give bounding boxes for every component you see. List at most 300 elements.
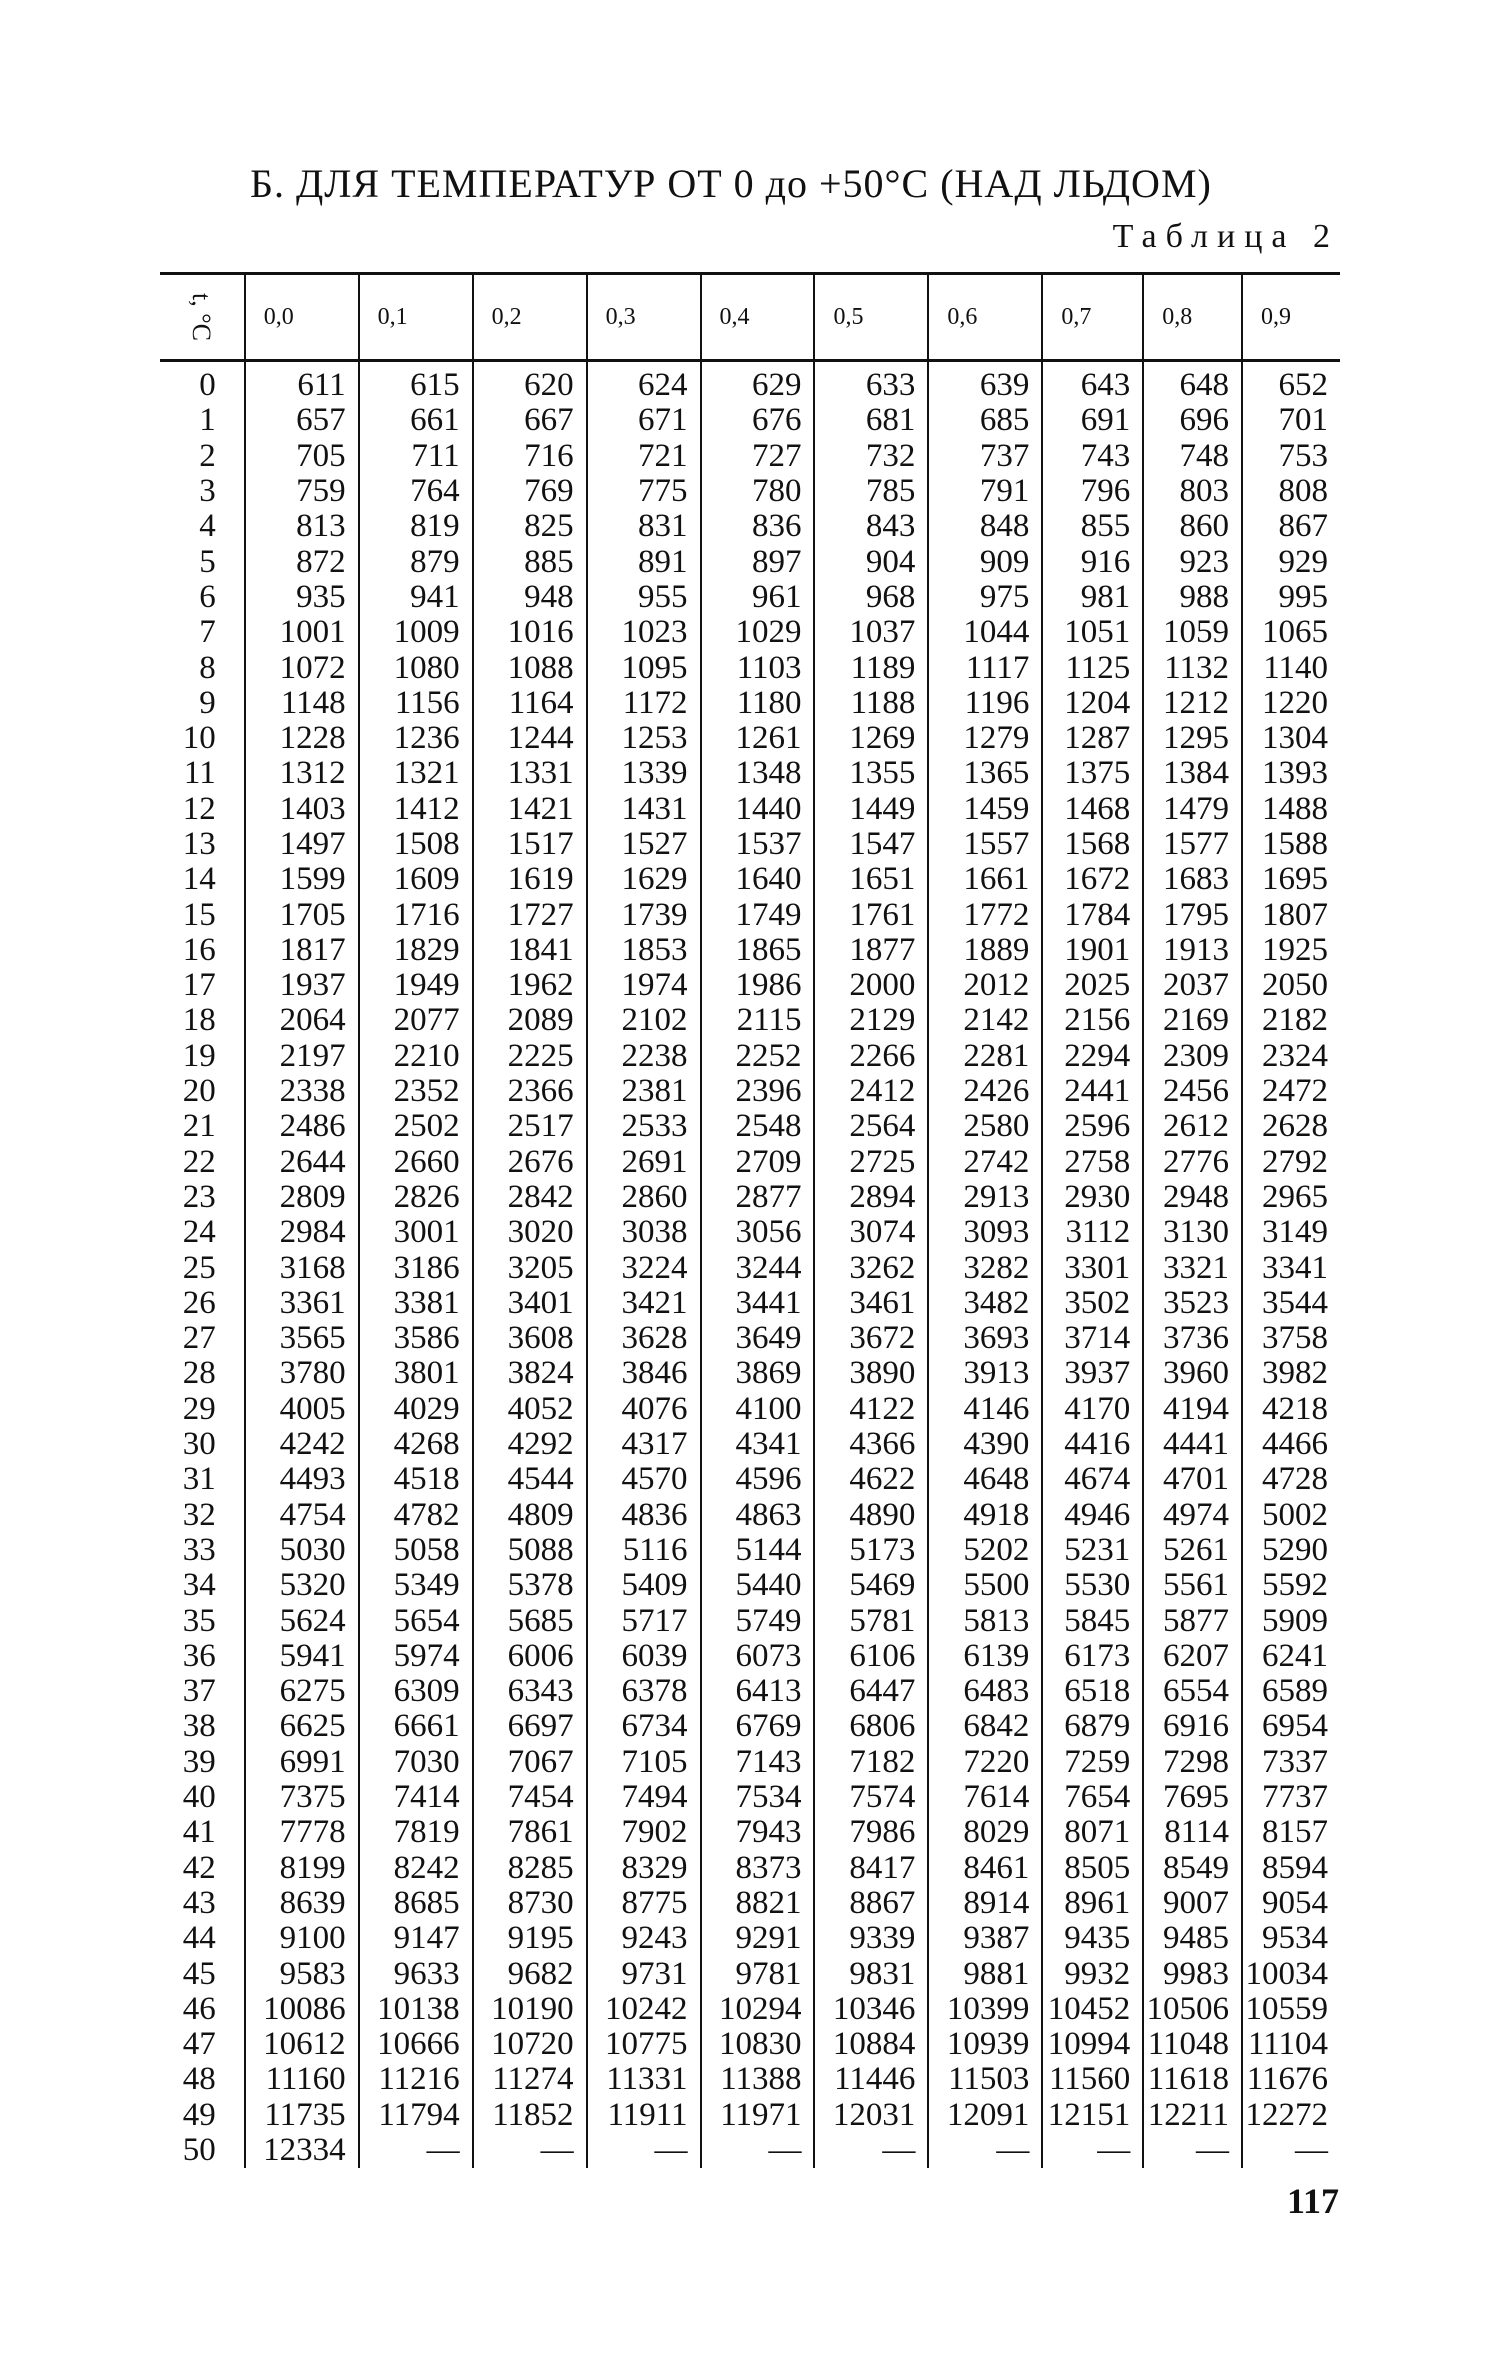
value-cell: 4146 xyxy=(928,1392,1042,1427)
table-row xyxy=(160,2133,1340,2168)
value-cell: 5561 xyxy=(1143,1568,1242,1603)
value-cell: 11852 xyxy=(473,2098,587,2133)
value-cell: 3093 xyxy=(928,1215,1042,1250)
table-row xyxy=(160,2062,1340,2097)
value-cell: 4242 xyxy=(245,1427,359,1462)
value-cell: 2077 xyxy=(359,1003,473,1038)
value-cell: 1449 xyxy=(814,792,928,827)
value-cell: 813 xyxy=(245,509,359,544)
value-cell: 1189 xyxy=(814,650,928,685)
table-row xyxy=(160,1356,1340,1391)
value-cell: 3282 xyxy=(928,1250,1042,1285)
value-cell: 3628 xyxy=(587,1321,701,1356)
value-cell: 2142 xyxy=(928,1003,1042,1038)
table-row xyxy=(160,1074,1340,1109)
value-cell: 1784 xyxy=(1042,897,1143,932)
value-cell: 9243 xyxy=(587,1921,701,1956)
temperature-cell: 36 xyxy=(182,1637,216,1674)
value-cell: 5116 xyxy=(587,1533,701,1568)
value-cell: 9781 xyxy=(701,1956,815,1991)
value-cell: 3649 xyxy=(701,1321,815,1356)
temperature-cell: 32 xyxy=(182,1496,216,1533)
value-cell: 796 xyxy=(1042,474,1143,509)
table-row xyxy=(160,1109,1340,1144)
value-cell: 7614 xyxy=(928,1780,1042,1815)
value-cell: 1080 xyxy=(359,650,473,685)
value-cell: 8730 xyxy=(473,1886,587,1921)
value-cell: 6139 xyxy=(928,1639,1042,1674)
value-cell: 2294 xyxy=(1042,1039,1143,1074)
value-cell: 1065 xyxy=(1242,615,1340,650)
value-cell: 1488 xyxy=(1242,792,1340,827)
value-cell: 2281 xyxy=(928,1039,1042,1074)
temperature-cell: 23 xyxy=(182,1178,216,1215)
value-cell: 4390 xyxy=(928,1427,1042,1462)
temperature-cell: 20 xyxy=(182,1073,216,1110)
value-cell: 5877 xyxy=(1143,1603,1242,1638)
value-cell: — xyxy=(587,2133,701,2168)
value-cell: 7220 xyxy=(928,1745,1042,1780)
value-cell: 7337 xyxy=(1242,1745,1340,1780)
table-row xyxy=(160,615,1340,650)
value-cell: — xyxy=(1042,2133,1143,2168)
value-cell: 2456 xyxy=(1143,1074,1242,1109)
value-cell: 1016 xyxy=(473,615,587,650)
table-row xyxy=(160,403,1340,438)
value-cell: 1761 xyxy=(814,897,928,932)
value-cell: 3001 xyxy=(359,1215,473,1250)
value-cell: 12334 xyxy=(245,2133,359,2168)
value-cell: 855 xyxy=(1042,509,1143,544)
value-cell: 5144 xyxy=(701,1533,815,1568)
temperature-cell: 34 xyxy=(182,1567,216,1604)
table-row xyxy=(160,1886,1340,1921)
temperature-cell: 35 xyxy=(182,1602,216,1639)
value-cell: 11048 xyxy=(1143,2027,1242,2062)
table-row xyxy=(160,2027,1340,2062)
value-cell: 3130 xyxy=(1143,1215,1242,1250)
value-cell: 3824 xyxy=(473,1356,587,1391)
value-cell: 11971 xyxy=(701,2098,815,2133)
value-cell: 711 xyxy=(359,439,473,474)
value-cell: 9881 xyxy=(928,1956,1042,1991)
value-cell: 6991 xyxy=(245,1745,359,1780)
temperature-cell: 12 xyxy=(182,790,216,827)
value-cell: 10034 xyxy=(1242,1956,1340,1991)
value-cell: 5409 xyxy=(587,1568,701,1603)
value-cell: 3482 xyxy=(928,1286,1042,1321)
value-cell: 1321 xyxy=(359,756,473,791)
value-cell: 1651 xyxy=(814,862,928,897)
value-cell: 3168 xyxy=(245,1250,359,1285)
value-cell: 2533 xyxy=(587,1109,701,1144)
value-cell: 2441 xyxy=(1042,1074,1143,1109)
value-cell: 1172 xyxy=(587,686,701,721)
value-cell: 3801 xyxy=(359,1356,473,1391)
value-cell: 916 xyxy=(1042,544,1143,579)
value-cell: 1974 xyxy=(587,968,701,1003)
value-cell: 691 xyxy=(1042,403,1143,438)
value-cell: 2502 xyxy=(359,1109,473,1144)
value-cell: 1384 xyxy=(1143,756,1242,791)
value-cell: 4596 xyxy=(701,1462,815,1497)
temperature-cell: 16 xyxy=(182,931,216,968)
value-cell: 780 xyxy=(701,474,815,509)
table-row xyxy=(160,1498,1340,1533)
value-cell: 10190 xyxy=(473,1992,587,2027)
value-cell: 6842 xyxy=(928,1709,1042,1744)
value-cell: 3341 xyxy=(1242,1250,1340,1285)
value-cell: 6207 xyxy=(1143,1639,1242,1674)
value-cell: 10939 xyxy=(928,2027,1042,2062)
value-cell: 4317 xyxy=(587,1427,701,1462)
value-cell: 11560 xyxy=(1042,2062,1143,2097)
value-cell: 1599 xyxy=(245,862,359,897)
value-cell: 2913 xyxy=(928,1180,1042,1215)
value-cell: 3074 xyxy=(814,1215,928,1250)
value-cell: 4782 xyxy=(359,1498,473,1533)
value-cell: 4648 xyxy=(928,1462,1042,1497)
value-cell: 1095 xyxy=(587,650,701,685)
value-cell: 11676 xyxy=(1242,2062,1340,2097)
value-cell: 10242 xyxy=(587,1992,701,2027)
table-row xyxy=(160,1992,1340,2027)
value-cell: 11388 xyxy=(701,2062,815,2097)
value-cell: — xyxy=(701,2133,815,2168)
value-cell: 6275 xyxy=(245,1674,359,1709)
table-row xyxy=(160,933,1340,968)
value-cell: 5173 xyxy=(814,1533,928,1568)
value-cell: 4416 xyxy=(1042,1427,1143,1462)
value-cell: 5349 xyxy=(359,1568,473,1603)
value-cell: — xyxy=(1143,2133,1242,2168)
value-cell: 727 xyxy=(701,439,815,474)
value-cell: 1037 xyxy=(814,615,928,650)
temperature-cell: 29 xyxy=(182,1390,216,1427)
value-cell: 7902 xyxy=(587,1815,701,1850)
value-cell: 1355 xyxy=(814,756,928,791)
value-cell: 1421 xyxy=(473,792,587,827)
value-cell: 737 xyxy=(928,439,1042,474)
value-cell: 3205 xyxy=(473,1250,587,1285)
value-cell: 1180 xyxy=(701,686,815,721)
value-cell: 955 xyxy=(587,580,701,615)
temperature-cell: 50 xyxy=(182,2131,216,2168)
value-cell: 1683 xyxy=(1143,862,1242,897)
value-cell: 1044 xyxy=(928,615,1042,650)
value-cell: 4122 xyxy=(814,1392,928,1427)
value-cell: 5685 xyxy=(473,1603,587,1638)
value-cell: 1088 xyxy=(473,650,587,685)
value-cell: 5002 xyxy=(1242,1498,1340,1533)
value-cell: 1817 xyxy=(245,933,359,968)
value-cell: 2182 xyxy=(1242,1003,1340,1038)
value-cell: 1196 xyxy=(928,686,1042,721)
value-cell: 2628 xyxy=(1242,1109,1340,1144)
value-cell: — xyxy=(1242,2133,1340,2168)
value-cell: 923 xyxy=(1143,544,1242,579)
value-cell: — xyxy=(473,2133,587,2168)
table-row xyxy=(160,1003,1340,1038)
table-row xyxy=(160,792,1340,827)
value-cell: 1164 xyxy=(473,686,587,721)
value-cell: 785 xyxy=(814,474,928,509)
value-cell: 2725 xyxy=(814,1145,928,1180)
value-cell: 6879 xyxy=(1042,1709,1143,1744)
value-cell: 2644 xyxy=(245,1145,359,1180)
value-cell: 5717 xyxy=(587,1603,701,1638)
value-cell: 1772 xyxy=(928,897,1042,932)
value-cell: 4341 xyxy=(701,1427,815,1462)
value-cell: 8685 xyxy=(359,1886,473,1921)
temperature-cell: 47 xyxy=(182,2026,216,2063)
value-cell: 5202 xyxy=(928,1533,1042,1568)
value-cell: 1609 xyxy=(359,862,473,897)
value-cell: 2037 xyxy=(1143,968,1242,1003)
value-cell: 4076 xyxy=(587,1392,701,1427)
value-cell: 2115 xyxy=(701,1003,815,1038)
value-cell: 10775 xyxy=(587,2027,701,2062)
value-cell: 6378 xyxy=(587,1674,701,1709)
value-cell: 7105 xyxy=(587,1745,701,1780)
value-cell: 6006 xyxy=(473,1639,587,1674)
value-cell: 5749 xyxy=(701,1603,815,1638)
value-cell: 10884 xyxy=(814,2027,928,2062)
value-cell: 657 xyxy=(245,403,359,438)
value-cell: 5624 xyxy=(245,1603,359,1638)
value-cell: 5530 xyxy=(1042,1568,1143,1603)
value-cell: 9007 xyxy=(1143,1886,1242,1921)
value-cell: 1901 xyxy=(1042,933,1143,968)
value-cell: 3736 xyxy=(1143,1321,1242,1356)
temperature-cell: 1 xyxy=(199,402,216,439)
value-cell: 4194 xyxy=(1143,1392,1242,1427)
value-cell: 1925 xyxy=(1242,933,1340,968)
table-row xyxy=(160,1321,1340,1356)
value-cell: 9731 xyxy=(587,1956,701,1991)
value-cell: 9534 xyxy=(1242,1921,1340,1956)
value-cell: 1937 xyxy=(245,968,359,1003)
value-cell: 1739 xyxy=(587,897,701,932)
value-cell: 3758 xyxy=(1242,1321,1340,1356)
value-cell: 1339 xyxy=(587,756,701,791)
value-cell: 1125 xyxy=(1042,650,1143,685)
value-cell: 743 xyxy=(1042,439,1143,474)
value-cell: 5654 xyxy=(359,1603,473,1638)
value-cell: 620 xyxy=(473,361,587,404)
value-cell: 2486 xyxy=(245,1109,359,1144)
temperature-cell: 11 xyxy=(183,755,216,792)
page-title: Б. ДЛЯ ТЕМПЕРАТУР ОТ 0 до +50°С (НАД ЛЬДОМ) xyxy=(250,161,1212,206)
value-cell: 1261 xyxy=(701,721,815,756)
value-cell: 7298 xyxy=(1143,1745,1242,1780)
value-cell: 3321 xyxy=(1143,1250,1242,1285)
value-cell: 8242 xyxy=(359,1850,473,1885)
value-cell: 3544 xyxy=(1242,1286,1340,1321)
value-cell: 10294 xyxy=(701,1992,815,2027)
value-cell: 7067 xyxy=(473,1745,587,1780)
value-cell: 4946 xyxy=(1042,1498,1143,1533)
table-row xyxy=(160,721,1340,756)
value-cell: 2984 xyxy=(245,1215,359,1250)
value-cell: 9054 xyxy=(1242,1886,1340,1921)
value-cell: 5909 xyxy=(1242,1603,1340,1638)
vapor-pressure-table xyxy=(160,272,1340,2168)
value-cell: 643 xyxy=(1042,361,1143,404)
value-cell: 1029 xyxy=(701,615,815,650)
value-cell: 879 xyxy=(359,544,473,579)
value-cell: 676 xyxy=(701,403,815,438)
temperature-cell: 2 xyxy=(199,437,216,474)
value-cell: 1468 xyxy=(1042,792,1143,827)
value-cell: 6769 xyxy=(701,1709,815,1744)
value-cell: 1695 xyxy=(1242,862,1340,897)
value-cell: 11331 xyxy=(587,2062,701,2097)
value-cell: 667 xyxy=(473,403,587,438)
value-cell: 3846 xyxy=(587,1356,701,1391)
value-cell: 5320 xyxy=(245,1568,359,1603)
value-cell: 1705 xyxy=(245,897,359,932)
column-header: 0,8 xyxy=(1143,274,1242,361)
value-cell: 6916 xyxy=(1143,1709,1242,1744)
value-cell: 3502 xyxy=(1042,1286,1143,1321)
value-cell: 652 xyxy=(1242,361,1340,404)
value-cell: 7534 xyxy=(701,1780,815,1815)
value-cell: 819 xyxy=(359,509,473,544)
value-cell: 8285 xyxy=(473,1850,587,1885)
value-cell: 1913 xyxy=(1143,933,1242,968)
value-cell: 2324 xyxy=(1242,1039,1340,1074)
value-cell: 2596 xyxy=(1042,1109,1143,1144)
table-row xyxy=(160,1780,1340,1815)
temperature-cell: 37 xyxy=(182,1673,216,1710)
value-cell: 7861 xyxy=(473,1815,587,1850)
value-cell: 7414 xyxy=(359,1780,473,1815)
value-cell: 4622 xyxy=(814,1462,928,1497)
temperature-cell: 17 xyxy=(182,967,216,1004)
value-cell: 2129 xyxy=(814,1003,928,1038)
value-cell: 1619 xyxy=(473,862,587,897)
value-cell: 12031 xyxy=(814,2098,928,2133)
value-cell: 935 xyxy=(245,580,359,615)
value-cell: 10666 xyxy=(359,2027,473,2062)
value-cell: 3937 xyxy=(1042,1356,1143,1391)
table-row xyxy=(160,968,1340,1003)
value-cell: 2210 xyxy=(359,1039,473,1074)
value-cell: 948 xyxy=(473,580,587,615)
value-cell: 7695 xyxy=(1143,1780,1242,1815)
value-cell: 10559 xyxy=(1242,1992,1340,2027)
value-cell: 1188 xyxy=(814,686,928,721)
temperature-cell: 25 xyxy=(182,1249,216,1286)
value-cell: 2792 xyxy=(1242,1145,1340,1180)
value-cell: 10994 xyxy=(1042,2027,1143,2062)
table-row xyxy=(160,1533,1340,1568)
value-cell: 2877 xyxy=(701,1180,815,1215)
value-cell: 1375 xyxy=(1042,756,1143,791)
value-cell: 2826 xyxy=(359,1180,473,1215)
value-cell: 11160 xyxy=(245,2062,359,2097)
value-cell: 1140 xyxy=(1242,650,1340,685)
value-cell: 1023 xyxy=(587,615,701,650)
table-row xyxy=(160,1603,1340,1638)
value-cell: 2012 xyxy=(928,968,1042,1003)
value-cell: 8373 xyxy=(701,1850,815,1885)
value-cell: 5440 xyxy=(701,1568,815,1603)
value-cell: 4518 xyxy=(359,1462,473,1497)
temperature-cell: 22 xyxy=(182,1143,216,1180)
table-row xyxy=(160,439,1340,474)
value-cell: 9682 xyxy=(473,1956,587,1991)
value-cell: 4544 xyxy=(473,1462,587,1497)
value-cell: 3565 xyxy=(245,1321,359,1356)
temperature-cell: 19 xyxy=(182,1037,216,1074)
value-cell: 968 xyxy=(814,580,928,615)
value-cell: 2381 xyxy=(587,1074,701,1109)
temperature-cell: 10 xyxy=(182,720,216,757)
value-cell: 836 xyxy=(701,509,815,544)
value-cell: 3421 xyxy=(587,1286,701,1321)
temperature-cell: 0 xyxy=(199,367,216,404)
value-cell: 732 xyxy=(814,439,928,474)
temperature-cell: 28 xyxy=(182,1355,216,1392)
value-cell: 8461 xyxy=(928,1850,1042,1885)
value-cell: 6309 xyxy=(359,1674,473,1709)
value-cell: 1853 xyxy=(587,933,701,968)
table-row xyxy=(160,897,1340,932)
temperature-cell: 43 xyxy=(182,1884,216,1921)
value-cell: 5845 xyxy=(1042,1603,1143,1638)
value-cell: 4441 xyxy=(1143,1427,1242,1462)
value-cell: 848 xyxy=(928,509,1042,544)
value-cell: 7143 xyxy=(701,1745,815,1780)
value-cell: 748 xyxy=(1143,439,1242,474)
value-cell: 1640 xyxy=(701,862,815,897)
value-cell: 3262 xyxy=(814,1250,928,1285)
value-cell: 6073 xyxy=(701,1639,815,1674)
value-cell: 12272 xyxy=(1242,2098,1340,2133)
table-row xyxy=(160,1674,1340,1709)
value-cell: 4366 xyxy=(814,1427,928,1462)
temperature-cell: 8 xyxy=(199,649,216,686)
value-cell: 3693 xyxy=(928,1321,1042,1356)
value-cell: 8505 xyxy=(1042,1850,1143,1885)
value-cell: 633 xyxy=(814,361,928,404)
value-cell: 8775 xyxy=(587,1886,701,1921)
table-row xyxy=(160,1568,1340,1603)
value-cell: 7259 xyxy=(1042,1745,1143,1780)
value-cell: 2000 xyxy=(814,968,928,1003)
value-cell: 867 xyxy=(1242,509,1340,544)
value-cell: 9435 xyxy=(1042,1921,1143,1956)
value-cell: 9291 xyxy=(701,1921,815,1956)
value-cell: 2089 xyxy=(473,1003,587,1038)
value-cell: 629 xyxy=(701,361,815,404)
temperature-cell: 30 xyxy=(182,1426,216,1463)
value-cell: 1986 xyxy=(701,968,815,1003)
value-cell: 2266 xyxy=(814,1039,928,1074)
value-cell: 995 xyxy=(1242,580,1340,615)
value-cell: 11446 xyxy=(814,2062,928,2097)
value-cell: 1431 xyxy=(587,792,701,827)
value-cell: 4918 xyxy=(928,1498,1042,1533)
temperature-cell: 24 xyxy=(182,1214,216,1251)
value-cell: 2580 xyxy=(928,1109,1042,1144)
value-cell: 909 xyxy=(928,544,1042,579)
temperature-cell: 45 xyxy=(182,1955,216,1992)
value-cell: 1829 xyxy=(359,933,473,968)
value-cell: 4052 xyxy=(473,1392,587,1427)
